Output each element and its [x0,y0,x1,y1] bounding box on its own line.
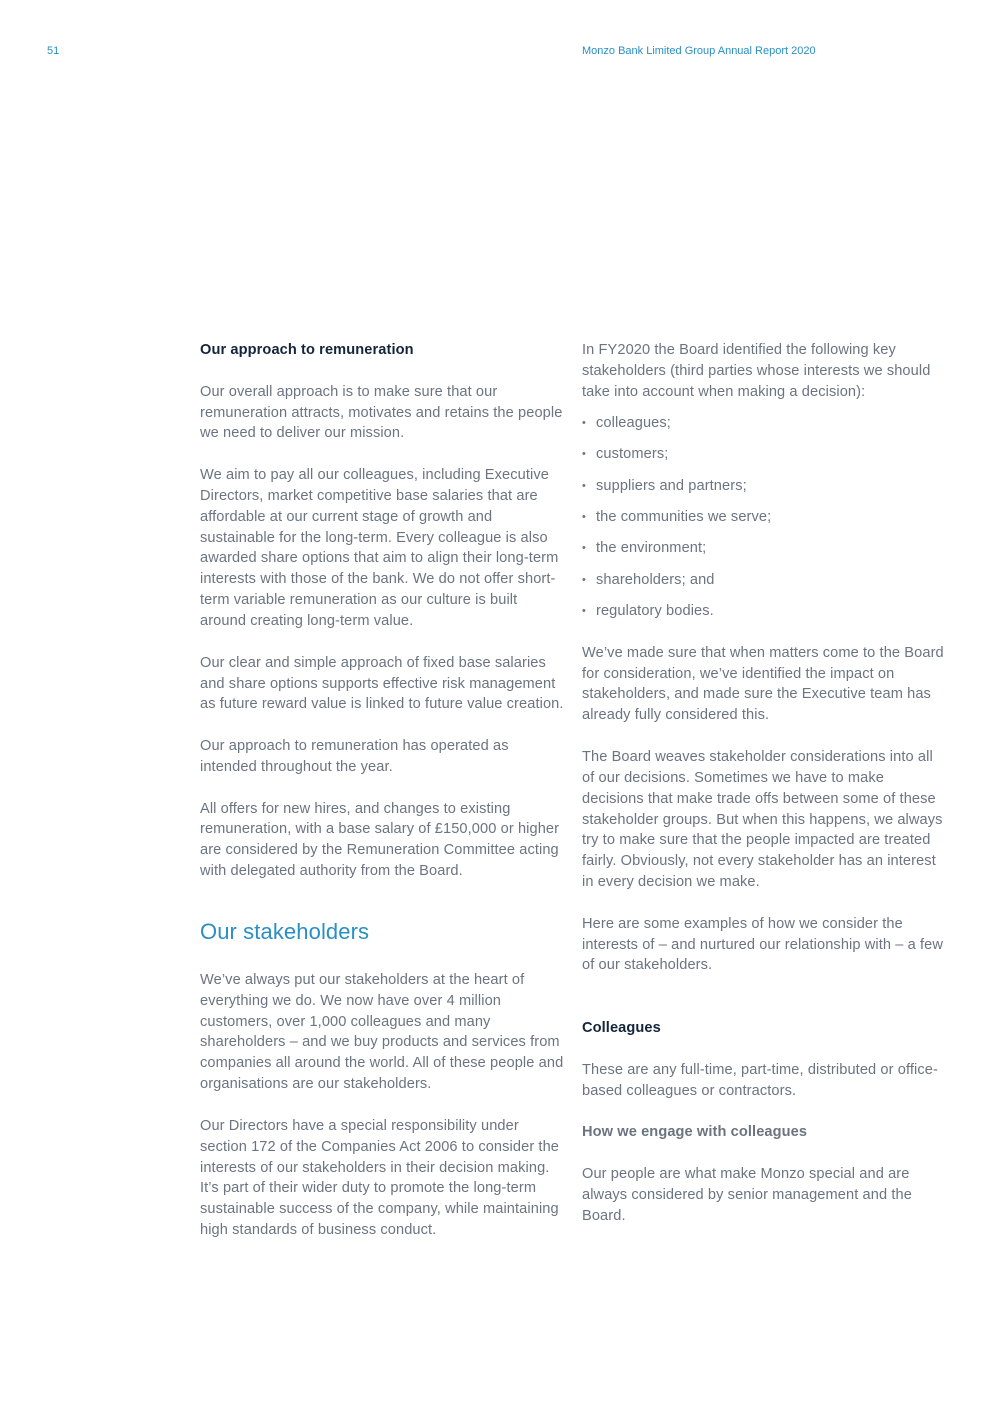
list-item: • customers; [582,444,944,465]
stakeholders-intro: In FY2020 the Board identified the following key stakeholders (third parties whose interests we should take into account when making a decision): [582,342,931,400]
right-column [582,340,944,1247]
board-paragraph: Here are some examples of how we consider the interests of – and nurtured our relationship with – a few of our stakeholders. [582,915,944,974]
remuneration-paragraph: Our clear and simple approach of fixed base salaries and share options supports effective risk management as future reward value is linked to future value creation. [200,654,564,713]
colleagues-text: These are any full-time, part-time, distributed or office-based colleagues or contractors. [582,1061,938,1099]
page-number: 51 [47,45,60,57]
report-title: Monzo Bank Limited Group Annual Report 2020 [582,45,816,57]
stakeholder-list [582,413,944,622]
stakeholders-paragraph: We’ve always put our stakeholders at the heart of everything we do. We now have over 4 million customers, over 1,000 colleagues and many shareholders – and we buy products and services from companies all around the world. All of these people and organisations are our stakeholders. [200,971,564,1093]
bullet-icon: • [582,542,586,555]
remuneration-paragraph: All offers for new hires, and changes to existing remuneration, with a base salary of £150,000 or higher are considered by the Remuneration Committee acting with delegated authority from the Board. [200,800,560,880]
bullet-icon: • [582,417,586,430]
stakeholders-paragraph: Our Directors have a special responsibility under section 172 of the Companies Act 2006 to consider the interests of our stakeholders in their decision making. It’s part of their wider duty to promote the long-term sustainable success of the company, while maintaining high standards of business conduct. [200,1117,560,1239]
bullet-icon: • [582,511,586,524]
bullet-icon: • [582,479,586,492]
remuneration-heading: Our approach to remuneration [200,342,414,358]
colleagues-heading: Colleagues [582,1019,661,1036]
remuneration-paragraph: We aim to pay all our colleagues, including Executive Directors, market competitive base salaries that are affordable at our current stage of growth and sustainable for the long-term. Every colleague is also awarded share options that aim to align their long-term interests with those of the bank. We do not offer short-term variable remuneration as our culture is built around creating long-term value. [200,467,559,629]
list-item: • suppliers and partners; [582,476,944,497]
bullet-icon: • [582,605,586,618]
list-item: • the communities we serve; [582,507,944,528]
list-item: • colleagues; [582,413,944,434]
bullet-icon: • [582,448,586,461]
bullet-icon: • [582,573,586,586]
remuneration-paragraph: Our approach to remuneration has operated as intended throughout the year. [200,738,509,775]
list-item: • regulatory bodies. [582,601,944,622]
left-column [200,340,566,1262]
board-paragraph: The Board weaves stakeholder considerations into all of our decisions. Sometimes we have to make decisions that make trade offs between some of these stakeholder groups. But when this happens, we always try to make sure that the people impacted are treated fairly. Obviously, not every stakeholder has an interest in every decision we make. [582,749,943,891]
engage-heading: How we engage with colleagues [582,1124,808,1141]
remuneration-paragraph: Our overall approach is to make sure that our remuneration attracts, motivates and retains the people we need to deliver our mission. [200,383,563,442]
board-paragraph: We’ve made sure that when matters come to the Board for consideration, we’ve identified the impact on stakeholders, and made sure the Executive team has already fully considered this. [582,644,944,724]
list-item: • the environment; [582,538,944,559]
engage-text: Our people are what make Monzo special and are always considered by senior management and the Board. [582,1165,912,1224]
list-item: • shareholders; and [582,570,944,591]
stakeholders-heading: Our stakeholders [200,918,370,944]
